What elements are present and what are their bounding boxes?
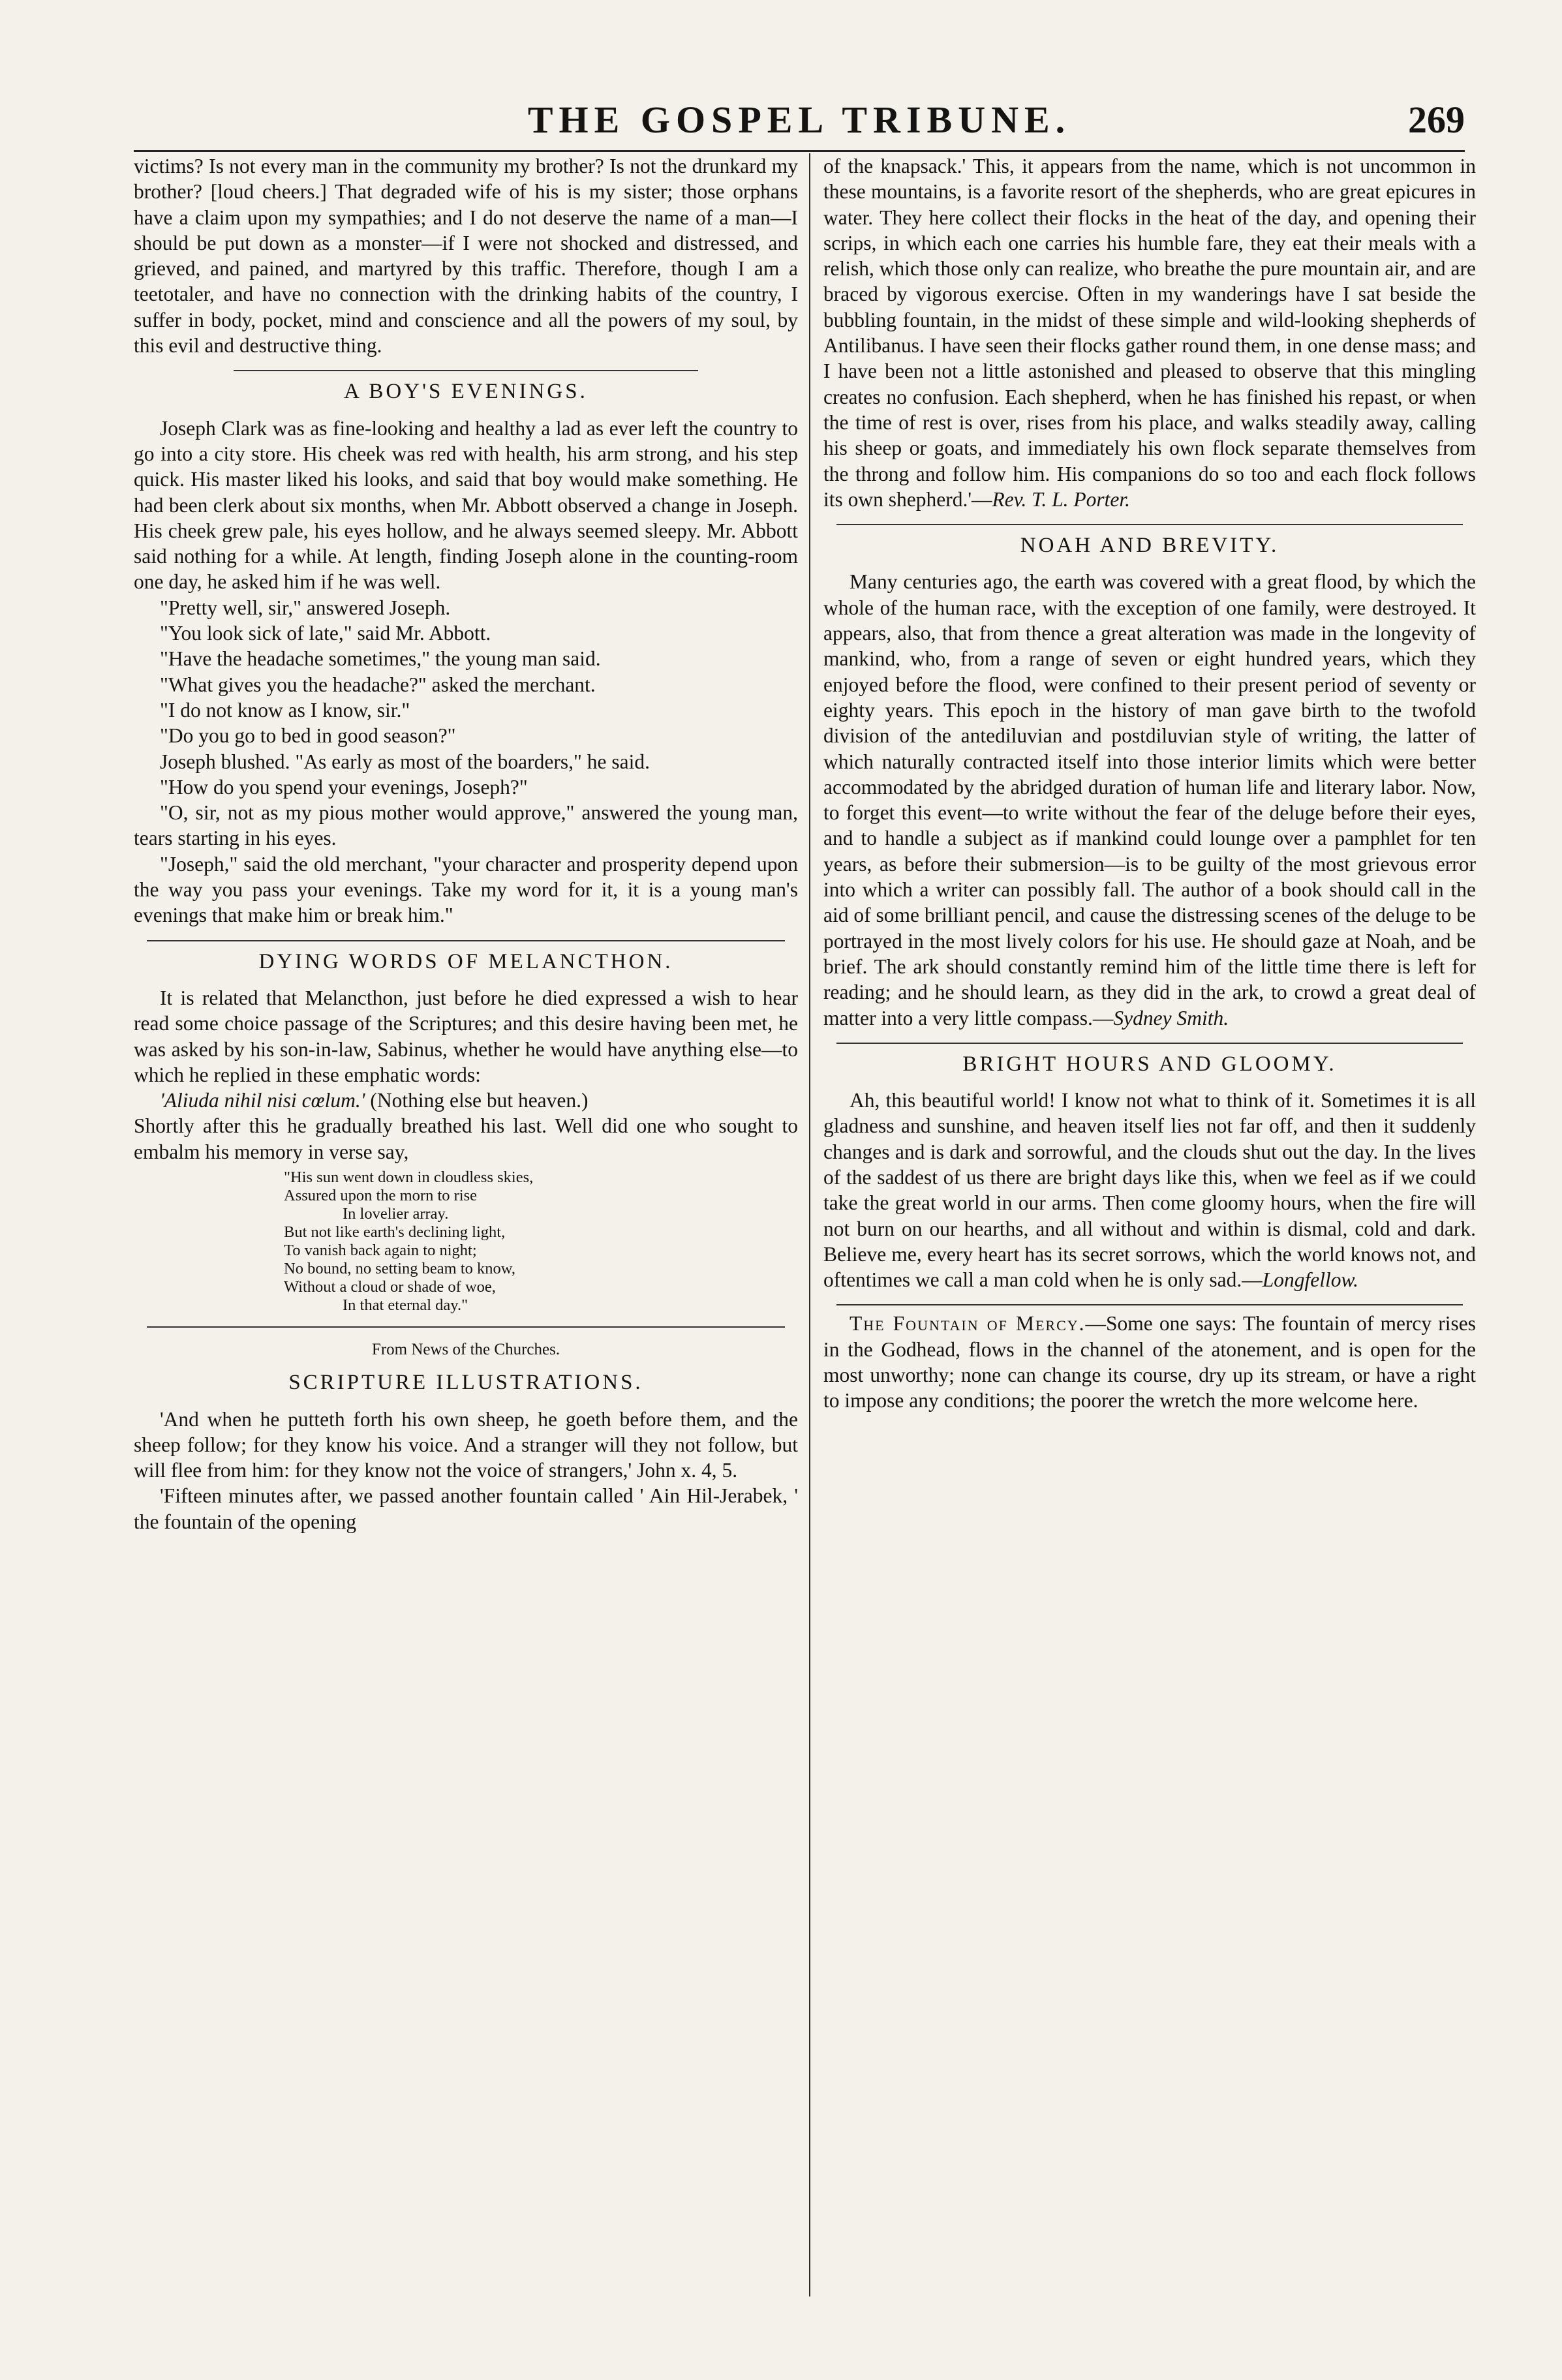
continued-text: of the knapsack.' This, it appears from the name, which is not uncommon in these mountains, is a favorite resort of the shepherds, who are great epicures in water. They here collect their flocks in the heat of the day, and opening their scrips, in which each one carries his humble fare, they eat their meals with a relish, which those only can realize, who breathe the pure mountain air, and are braced by vigorous exercise. Often in my wanderings have I sat beside the bubbling fountain, in the midst of these simple and wild-looking shepherds of Antilibanus. I have seen their flocks gather round them, in one dense mass; and I have been not a little astonished and pleased to observe that this mingling creates no confusion. Each shepherd, when he has finished his repast, or when the time of rest is over, rises from his place, and walks steadily away, calling his sheep or goats, and immediately his own flock separate themselves from the throng and follow him. His companions do so too and each flock follows its own shepherd.'—	[823, 155, 1476, 511]
article-paragraph: "Have the headache sometimes," the young man said.	[160, 647, 601, 671]
verse-line: Without a cloud or shade of woe,	[284, 1277, 496, 1296]
article-paragraph: It is related that Melancthon, just before he died expressed a wish to hear read some choice passage of the Scriptures; and this desire having been met, he was asked by his son-in-law, Sabinus, whether he would have anything else—to which he replied in these emphatic words:	[134, 986, 798, 1086]
quote-translation: (Nothing else but heaven.)	[365, 1089, 589, 1112]
article-paragraph: "Do you go to bed in good season?"	[160, 724, 456, 748]
article-text: —Some one says: The fountain of mercy rises in the Godhead, flows in the channel of the atonement, and is open for the most unworthy; none can change its course, dry up its stream, or have a right to impose any conditions; the poorer the wretch the more welcome here.	[823, 1312, 1476, 1412]
verse-line: But not like earth's declining light,	[284, 1223, 506, 1241]
verse-line: In lovelier array.	[343, 1204, 449, 1223]
verse-line: In that eternal day."	[343, 1296, 468, 1314]
page-header	[134, 91, 1465, 150]
attribution: Sydney Smith.	[1113, 1006, 1229, 1030]
article-paragraph	[823, 1088, 1476, 1292]
article-paragraph: "How do you spend your evenings, Joseph?"	[160, 775, 528, 799]
article-separator	[836, 1043, 1463, 1044]
article-separator	[147, 1326, 784, 1328]
article-text: Ah, this beautiful world! I know not what to think of it. Sometimes it is all gladness and sunshine, and heaven itself lies not far off, and then it suddenly changes and is dark and sorrowful, and the clouds shut out the day. In the lives of the saddest of us there are bright days like this, when we feel as if we could take the great world in our arms. Then come gloomy hours, when the fire will not burn on our hearths, and all without and within is dismal, cold and dark. Believe me, every heart has its secret sorrows, which the world knows not, and oftentimes we call a man cold when he is only sad.—	[823, 1089, 1476, 1292]
article-paragraph: "I do not know as I know, sir."	[160, 698, 410, 722]
article-source: From News of the Churches.	[371, 1340, 560, 1358]
attribution: Rev. T. L. Porter.	[992, 487, 1130, 511]
article-paragraph: "What gives you the headache?" asked the merchant.	[160, 673, 596, 696]
header-rule	[134, 150, 1465, 152]
article-paragraph: Joseph Clark was as fine-looking and healthy a lad as ever left the country to go into a city store. His cheek was red with health, his arm strong, and his step quick. His master liked his looks, and said that boy would make something. He had been clerk about six months, when Mr. Abbott observed a change in Joseph. His cheek grew pale, his eyes hollow, and he always seemed sleepy. Mr. Abbott said nothing for a while. At length, finding Joseph alone in the counting-room one day, he asked him if he was well.	[134, 416, 798, 594]
run-in-heading: The Fountain of Mercy.	[850, 1312, 1086, 1335]
article-bright-hours	[823, 1052, 1476, 1293]
article-title: A BOY'S EVENINGS.	[344, 380, 588, 404]
article-separator	[234, 370, 699, 371]
article-title: BRIGHT HOURS AND GLOOMY.	[962, 1052, 1337, 1076]
verse-line: No bound, no setting beam to know,	[284, 1259, 515, 1277]
article-text: Many centuries ago, the earth was covered with a great flood, by which the whole of the human race, with the exception of one family, were destroyed. It appears, also, that from thence a great alteration was made in the longevity of mankind, who, from a range of seven or eight hundred years, which they enjoyed before the flood, were confined to their present period of seventy or eighty years. This epoch in the history of man gave birth to the twofold division of the antediluvian and postdiluvian style of writing, the latter of which naturally contracted itself into those interior limits which were better accommodated by the abridged duration of human life and literary labor. Now, to forget this event—to write without the fear of the deluge before their eyes, and to handle a subject as if mankind could lounge over a pamphlet for ten years, as before their submersion—is to be guilty of the most grievous error into which a writer can possibly fall. The author of a book should call in the aid of some brilliant pencil, and cause the distressing scenes of the deluge to be portrayed in the most lively colors for his use. He should gaze at Noah, and be brief. The ark should constantly remind him of the little time there is left for reading; and he should learn, as they did in the ark, to crowd a great deal of matter into a very little compass.—	[823, 570, 1476, 1030]
article-fountain-of-mercy	[823, 1311, 1476, 1413]
article-title: NOAH AND BREVITY.	[1020, 534, 1279, 558]
article-separator	[147, 940, 784, 941]
article-paragraph: "Pretty well, sir," answered Joseph.	[160, 596, 451, 619]
article-paragraph: "Joseph," said the old merchant, "your character and prosperity depend upon the way you pass your evenings. Take my word for it, it is a young man's evenings that make him or break him."	[134, 852, 798, 927]
article-paragraph: "You look sick of late," said Mr. Abbott.	[160, 622, 491, 645]
verse-line: "His sun went down in cloudless skies,	[284, 1168, 534, 1186]
continued-article-text	[823, 153, 1476, 512]
verse-block	[134, 1168, 798, 1315]
column-divider	[809, 153, 810, 2296]
article-paragraph: "O, sir, not as my pious mother would approve," answered the young man, tears starting in his eyes.	[134, 801, 798, 850]
article-boys-evenings	[134, 379, 798, 928]
quote-line	[134, 1088, 798, 1113]
article-melancthon	[134, 949, 798, 1315]
article-noah-and-brevity	[823, 533, 1476, 1031]
article-paragraph: 'Fifteen minutes after, we passed another fountain called ' Ain Hil-Jerabek, ' the fountain of the opening	[134, 1484, 798, 1533]
article-paragraph: Shortly after this he gradually breathed his last. Well did one who sought to embalm his memory in verse say,	[134, 1114, 798, 1163]
verse-line: To vanish back again to night;	[284, 1241, 477, 1259]
article-separator	[836, 1304, 1463, 1305]
article-paragraph: 'And when he putteth forth his own sheep, he goeth before them, and the sheep follow; for they know his voice. And a stranger will they not follow, but will flee from him: for they know not the voice of strangers,' John x. 4, 5.	[134, 1407, 798, 1482]
right-column	[823, 153, 1476, 2300]
article-title: DYING WORDS OF MELANCTHON.	[258, 949, 673, 973]
article-paragraph	[823, 569, 1476, 1030]
article-title: SCRIPTURE ILLUSTRATIONS.	[288, 1371, 643, 1395]
article-paragraph	[823, 1311, 1476, 1413]
page-number: 269	[1408, 99, 1465, 141]
verse-line: Assured upon the morn to rise	[284, 1186, 477, 1204]
article-paragraph: Joseph blushed. "As early as most of the boarders," he said.	[160, 750, 650, 773]
attribution: Longfellow.	[1262, 1268, 1359, 1292]
latin-quote: 'Aliuda nihil nisi cœlum.'	[160, 1089, 365, 1112]
left-column	[134, 153, 798, 2300]
continued-article-text: victims? Is not every man in the community my brother? Is not the drunkard my brother? [loud cheers.] That degraded wife of his is my sister; those orphans have a claim upon my sympathies; and I do not deserve the name of a man—I should be put down as a monster—if I were not shocked and distressed, and grieved, and pained, and martyred by this traffic. Therefore, though I am a teetotaler, and have no connection with the drinking habits of the country, I suffer in body, pocket, mind and conscience and all the powers of my soul, by this evil and destructive thing.	[134, 155, 798, 358]
publication-title: THE GOSPEL TRIBUNE.	[527, 99, 1071, 141]
article-scripture-illustrations	[134, 1337, 798, 1534]
article-separator	[836, 524, 1463, 525]
